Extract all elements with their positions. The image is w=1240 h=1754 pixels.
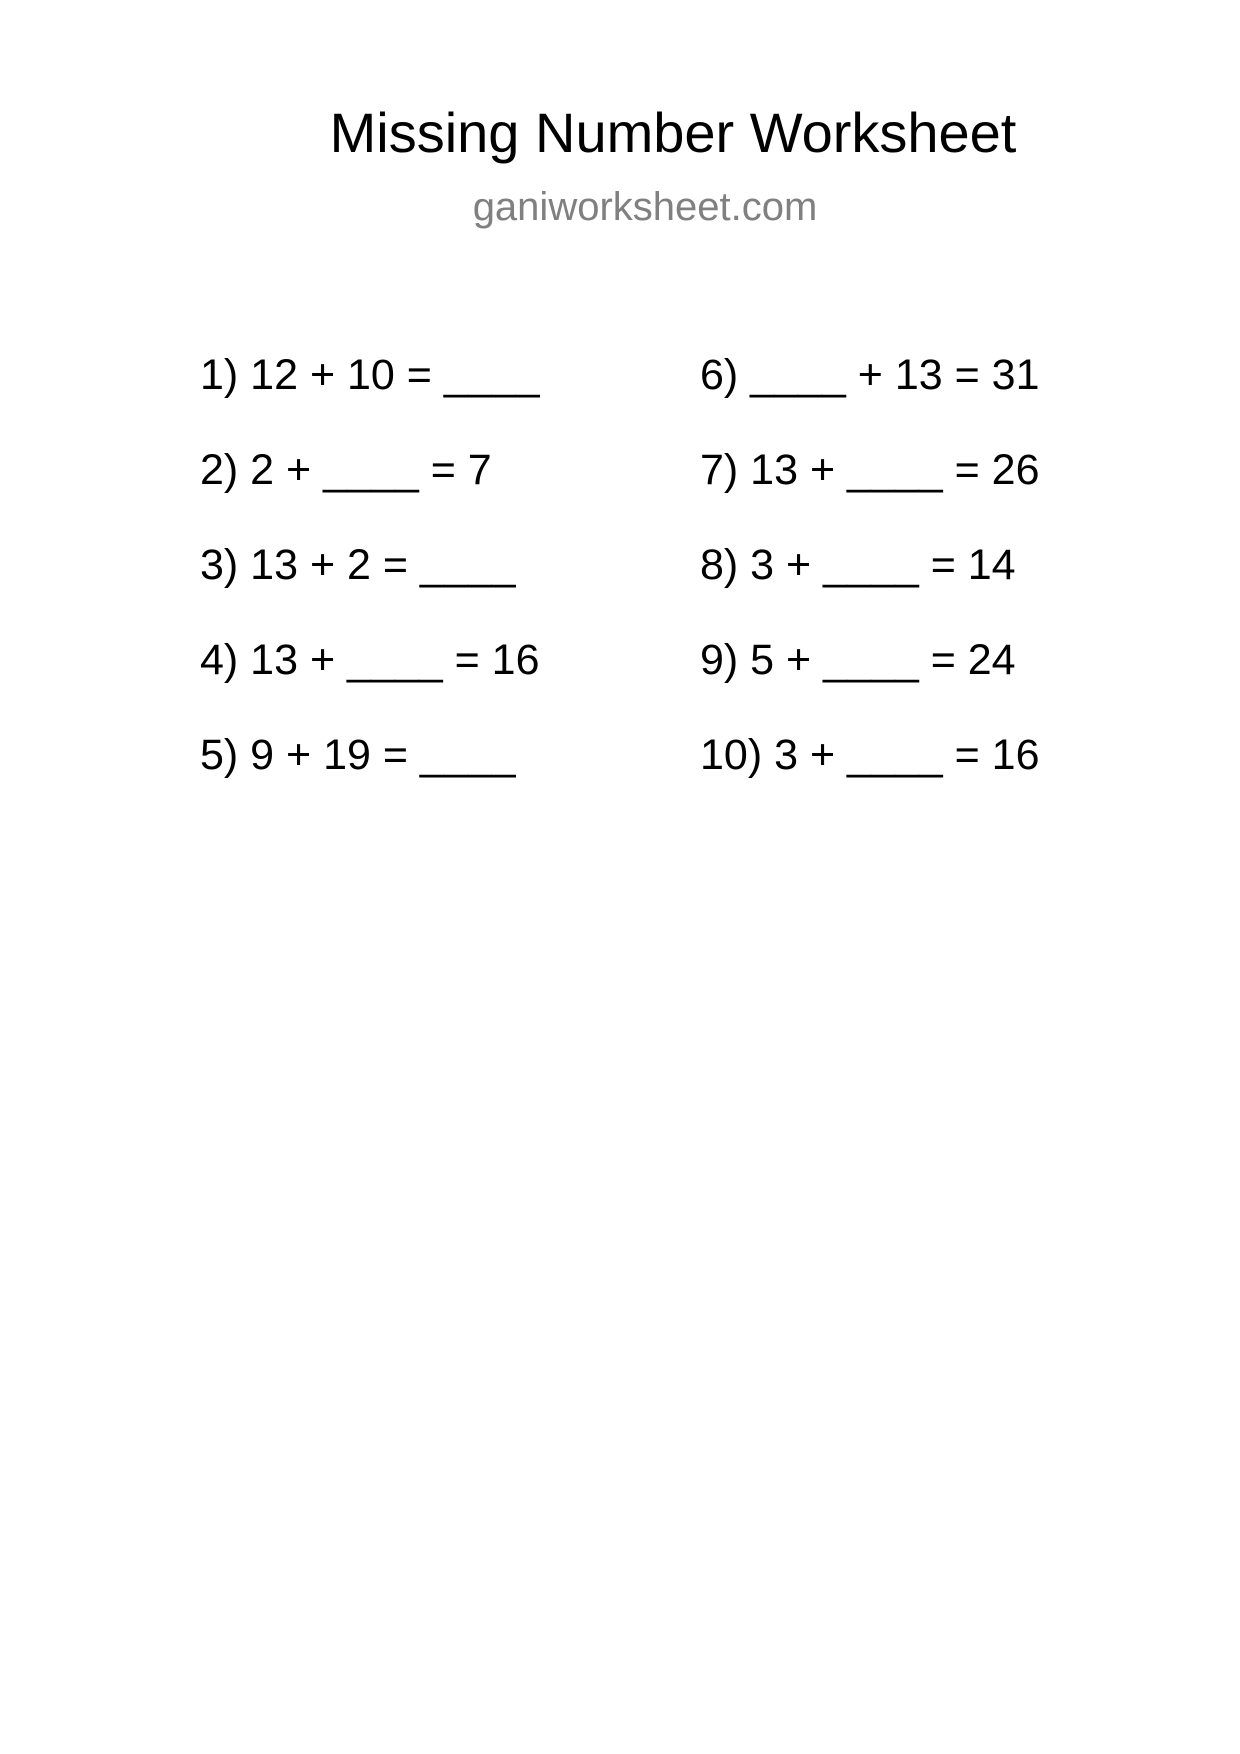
problem-9: 9) 5 + ____ = 24 bbox=[700, 636, 1016, 684]
problem-4: 4) 13 + ____ = 16 bbox=[200, 636, 540, 684]
problem-6: 6) ____ + 13 = 31 bbox=[700, 351, 1040, 399]
problem-2: 2) 2 + ____ = 7 bbox=[200, 446, 492, 494]
worksheet-source: ganiworksheet.com bbox=[472, 185, 818, 229]
problem-7: 7) 13 + ____ = 26 bbox=[700, 446, 1040, 494]
problem-8: 8) 3 + ____ = 14 bbox=[700, 541, 1016, 589]
problem-1: 1) 12 + 10 = ____ bbox=[200, 351, 540, 399]
problem-5: 5) 9 + 19 = ____ bbox=[200, 731, 516, 779]
problem-3: 3) 13 + 2 = ____ bbox=[200, 541, 516, 589]
worksheet-title: Missing Number Worksheet bbox=[329, 101, 1017, 164]
problem-10: 10) 3 + ____ = 16 bbox=[700, 731, 1040, 779]
